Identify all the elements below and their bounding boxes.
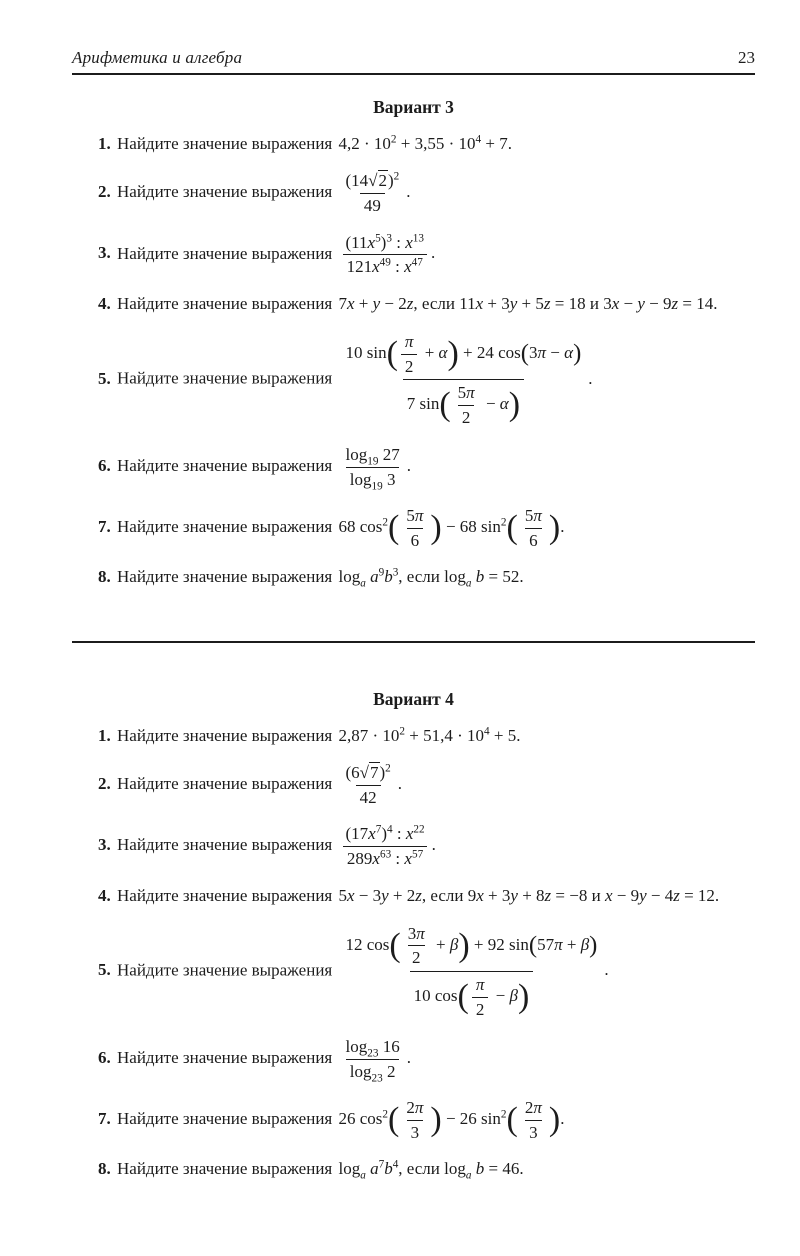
problem-expression: 7x + y − 2z, если 11x + 3y + 5z = 18 и 3x − y − 9z = 14. bbox=[338, 293, 718, 313]
problem-statement: Найдите значение выражения bbox=[117, 293, 333, 313]
problem-v3-3 bbox=[98, 232, 755, 278]
problem-v4-2 bbox=[98, 762, 755, 808]
problem-expression: $\frac{(11x^5)^3 : x^{13}}{121x^{49} : x^{47}}$ . bbox=[338, 243, 435, 262]
problem-number: 5. bbox=[98, 368, 111, 388]
problem-expression: $2,87 \cdot 10^2 + 51,4 \cdot 10^4 + 5$. bbox=[338, 725, 521, 745]
problem-v4-4 bbox=[98, 885, 755, 907]
problem-number: 6. bbox=[98, 1048, 111, 1068]
problem-expression: $\log_a a^9b^3$, если $\log_a b = 52$. bbox=[338, 566, 524, 590]
problem-number: 4. bbox=[98, 293, 111, 313]
problem-expression: $\frac{\log_{19} 27}{\log_{19} 3}$ . bbox=[345, 445, 411, 493]
problem-number: 2. bbox=[98, 774, 111, 794]
problem-number: 8. bbox=[98, 1159, 111, 1179]
problem-v3-2 bbox=[98, 170, 755, 216]
problem-statement: Найдите значение выражения bbox=[117, 1109, 333, 1129]
problem-v4-7 bbox=[98, 1097, 755, 1143]
section-title-variant-3: Вариант 3 bbox=[373, 97, 454, 117]
problem-v4-6 bbox=[98, 1036, 755, 1085]
problem-statement: Найдите значение выражения bbox=[117, 725, 333, 745]
problem-statement: Найдите значение выражения bbox=[117, 567, 333, 587]
problem-statement: Найдите значение выражения bbox=[117, 243, 333, 263]
problem-expression: $\frac{(17x^7)^4 : x^{22}}{289x^{63} : x^{57}}$ . bbox=[338, 835, 435, 854]
problem-expression: 5x − 3y + 2z, если 9x + 3y + 8z = −8 и x − 9y − 4z = 12. bbox=[338, 885, 720, 905]
problem-number: 7. bbox=[98, 1109, 111, 1129]
running-header bbox=[72, 48, 755, 68]
page-number: 23 bbox=[738, 48, 755, 67]
problem-expression: $\log_a a^7b^4$, если $\log_a b = 46$. bbox=[338, 1158, 524, 1182]
problem-expression: 10 sin( $\frac{\pi}{2}$ + α) + 24 cos(3π − α) 7 sin( $\frac{5\pi}{2}$ − α) . bbox=[345, 332, 593, 427]
problem-v3-5 bbox=[98, 330, 755, 429]
problem-number: 3. bbox=[98, 243, 111, 263]
header-rule bbox=[72, 73, 755, 75]
variant-4-section bbox=[72, 689, 755, 1181]
problem-statement: Найдите значение выражения bbox=[117, 182, 333, 202]
problem-v3-1 bbox=[98, 133, 755, 155]
problem-expression: 26 $\cos^2$( $\frac{2\pi}{3}$ ) − 26 $\sin^2$( $\frac{2\pi}{3}$ ). bbox=[338, 1098, 565, 1142]
problem-v4-1 bbox=[98, 725, 755, 747]
problem-v3-7 bbox=[98, 505, 755, 551]
problem-number: 2. bbox=[98, 182, 111, 202]
section-title-variant-4: Вариант 4 bbox=[373, 688, 454, 709]
problem-number: 1. bbox=[98, 725, 111, 745]
problem-expression: $\frac{(14√2)^2}{49}$ . bbox=[345, 170, 411, 215]
problem-v3-6 bbox=[98, 444, 755, 493]
problem-v4-8 bbox=[98, 1158, 755, 1180]
problem-statement: Найдите значение выражения bbox=[117, 368, 333, 388]
problem-statement: Найдите значение выражения bbox=[117, 835, 333, 855]
problem-v4-3 bbox=[98, 823, 755, 869]
problem-expression: $\frac{(6√7)^2}{42}$ . bbox=[345, 762, 403, 807]
problem-v3-8 bbox=[98, 566, 755, 588]
problem-expression: 12 cos( $\frac{3\pi}{2}$ + β) + 92 sin(57π + β) 10 cos( $\frac{\pi}{2}$ − β) . bbox=[345, 923, 609, 1019]
problem-statement: Найдите значение выражения bbox=[117, 960, 333, 980]
problem-statement: Найдите значение выражения bbox=[117, 1159, 333, 1179]
section-divider-rule bbox=[72, 641, 755, 643]
variant-3-section bbox=[72, 97, 755, 589]
problem-expression: $4,2 \cdot 10^2 + 3,55 \cdot 10^4 + 7$. bbox=[338, 133, 512, 153]
running-title: Арифметика и алгебра bbox=[72, 48, 243, 67]
problem-number: 3. bbox=[98, 835, 111, 855]
problem-number: 6. bbox=[98, 456, 111, 476]
problem-statement: Найдите значение выражения bbox=[117, 134, 333, 153]
problem-statement: Найдите значение выражения bbox=[117, 885, 333, 905]
problem-number: 5. bbox=[98, 960, 111, 980]
problem-expression: $\frac{\log_{23} 16}{\log_{23} 2}$ . bbox=[345, 1037, 411, 1085]
problem-v4-5 bbox=[98, 922, 755, 1021]
problem-number: 7. bbox=[98, 517, 111, 537]
problem-v3-4 bbox=[98, 293, 755, 315]
problem-statement: Найдите значение выражения bbox=[117, 774, 333, 794]
problem-statement: Найдите значение выражения bbox=[117, 1048, 333, 1068]
problem-number: 1. bbox=[98, 134, 111, 153]
problem-number: 4. bbox=[98, 885, 111, 905]
problem-statement: Найдите значение выражения bbox=[117, 456, 333, 476]
problem-expression: 68 $\cos^2$( $\frac{5\pi}{6}$ ) − 68 $\sin^2$( $\frac{5\pi}{6}$ ). bbox=[338, 506, 565, 550]
problem-number: 8. bbox=[98, 567, 111, 587]
problem-statement: Найдите значение выражения bbox=[117, 517, 333, 537]
